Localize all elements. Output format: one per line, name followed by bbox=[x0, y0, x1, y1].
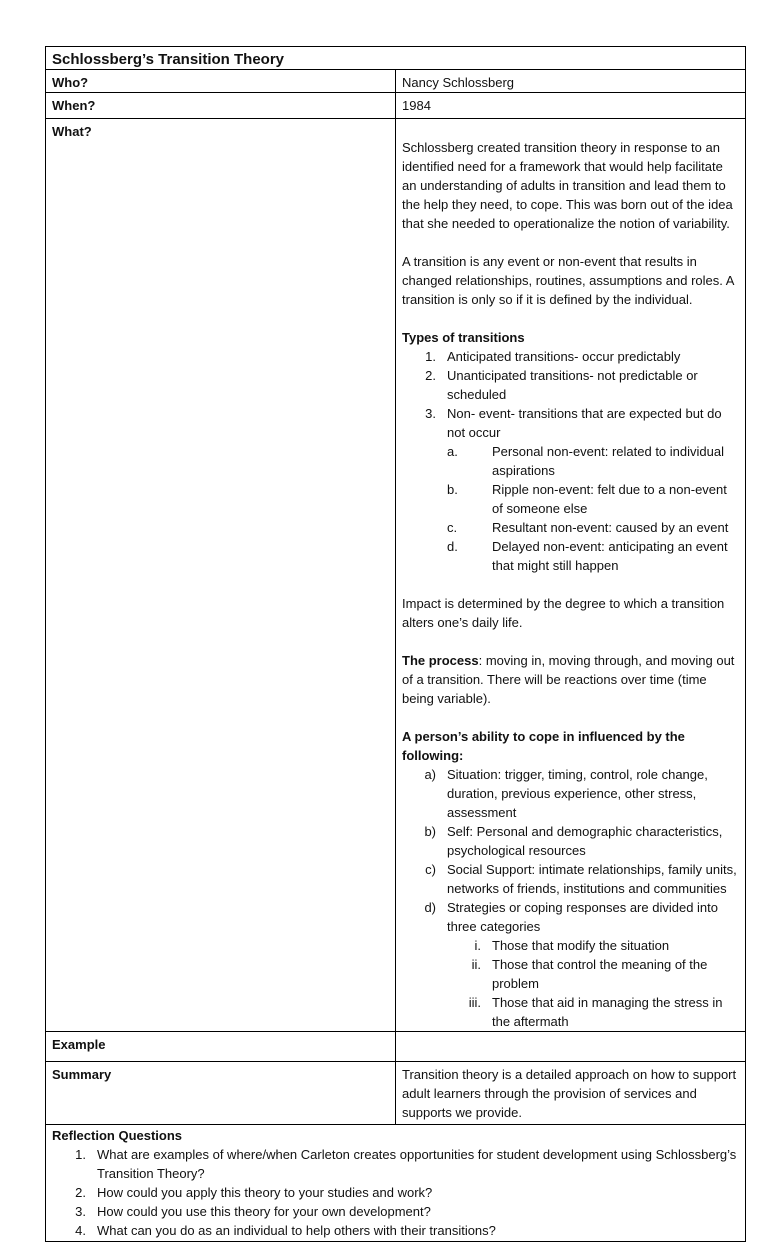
summary-label: Summary bbox=[46, 1062, 396, 1125]
list-item: i. Those that modify the situation bbox=[474, 938, 670, 953]
who-label: Who? bbox=[46, 70, 396, 93]
list-item: 1. Anticipated transitions- occur predictably bbox=[425, 349, 681, 364]
list-item: c. Resultant non-event: caused by an event bbox=[447, 520, 729, 535]
strategies-list bbox=[402, 936, 739, 1031]
what-content bbox=[396, 119, 746, 1032]
list-item: b) Self: Personal and demographic characteristics, psychological resources bbox=[424, 824, 723, 858]
list-item: a. Personal non-event: related to individual aspirations bbox=[447, 444, 724, 478]
list-item: a) Situation: trigger, timing, control, role change, duration, previous experience, other stress, assessment bbox=[424, 767, 708, 820]
list-item: 3. Non- event- transitions that are expected but do not occur bbox=[425, 406, 722, 440]
when-row bbox=[46, 93, 746, 119]
cope-list bbox=[402, 765, 739, 936]
when-value: 1984 bbox=[396, 93, 746, 119]
what-label: What? bbox=[46, 119, 396, 1032]
list-item: 4. What can you do as an individual to help others with their transitions? bbox=[75, 1223, 496, 1238]
list-item: b. Ripple non-event: felt due to a non-event of someone else bbox=[447, 482, 727, 516]
table-title: Schlossberg’s Transition Theory bbox=[46, 47, 746, 70]
document-page bbox=[45, 46, 746, 1242]
what-paragraph-1: Schlossberg created transition theory in response to an identified need for a framework that would help facilitate an understanding of adults in transition and lead them to the help they need, to cope. This was born out of the idea that she needed to operationalize the notion of variability. bbox=[402, 140, 733, 231]
title-row bbox=[46, 47, 746, 70]
impact-paragraph: Impact is determined by the degree to which a transition alters one’s daily life. bbox=[402, 596, 725, 630]
list-item: 1. What are examples of where/when Carleton creates opportunities for student development using Schlossberg’s Transition Theory? bbox=[75, 1147, 737, 1181]
theory-table bbox=[45, 46, 746, 1242]
types-list bbox=[402, 347, 739, 442]
what-row bbox=[46, 119, 746, 1032]
process-paragraph: The process: moving in, moving through, and moving out of a transition. There will be reactions over time (time being variable). bbox=[402, 653, 735, 706]
list-item: d. Delayed non-event: anticipating an event that might still happen bbox=[447, 539, 728, 573]
reflection-list bbox=[52, 1145, 739, 1240]
example-row bbox=[46, 1032, 746, 1062]
list-item: d) Strategies or coping responses are divided into three categories bbox=[424, 900, 718, 934]
list-item: 3. How could you use this theory for your own development? bbox=[75, 1204, 431, 1219]
who-value: Nancy Schlossberg bbox=[396, 70, 746, 93]
list-item: c) Social Support: intimate relationships, family units, networks of friends, institutions and communities bbox=[425, 862, 737, 896]
reflection-cell bbox=[46, 1125, 746, 1242]
summary-value: Transition theory is a detailed approach on how to support adult learners through the provision of services and supports we provide. bbox=[396, 1062, 746, 1125]
example-value bbox=[396, 1032, 746, 1062]
example-label: Example bbox=[46, 1032, 396, 1062]
who-row bbox=[46, 70, 746, 93]
list-item: iii. Those that aid in managing the stress in the aftermath bbox=[468, 995, 723, 1029]
nonevent-list bbox=[402, 442, 739, 575]
list-item: ii. Those that control the meaning of the problem bbox=[471, 957, 708, 991]
summary-row bbox=[46, 1062, 746, 1125]
reflection-heading: Reflection Questions bbox=[52, 1128, 183, 1143]
what-paragraph-2: A transition is any event or non-event that results in changed relationships, routines, assumptions and roles. A transition is only so if it is defined by the individual. bbox=[402, 254, 734, 307]
reflection-row bbox=[46, 1125, 746, 1242]
cope-heading: A person’s ability to cope in influenced by the following: bbox=[402, 729, 685, 763]
list-item: 2. How could you apply this theory to your studies and work? bbox=[75, 1185, 433, 1200]
list-item: 2. Unanticipated transitions- not predictable or scheduled bbox=[425, 368, 698, 402]
types-heading: Types of transitions bbox=[402, 330, 525, 345]
when-label: When? bbox=[46, 93, 396, 119]
